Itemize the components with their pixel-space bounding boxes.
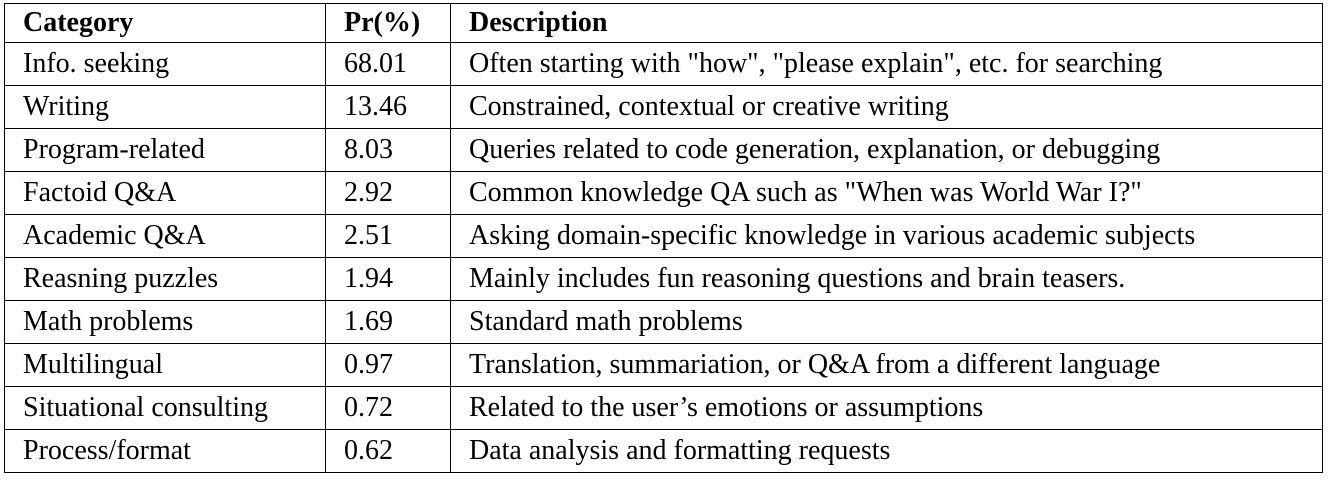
header-category: Category bbox=[5, 4, 326, 43]
cell-pr: 68.01 bbox=[326, 43, 451, 86]
cell-pr: 2.51 bbox=[326, 215, 451, 258]
cell-category: Math problems bbox=[5, 301, 326, 344]
cell-description: Common knowledge QA such as "When was World War I?" bbox=[451, 172, 1323, 215]
cell-description: Translation, summariation, or Q&A from a different language bbox=[451, 344, 1323, 387]
table-row bbox=[5, 43, 1323, 86]
cell-description: Data analysis and formatting requests bbox=[451, 430, 1323, 473]
cell-pr: 1.94 bbox=[326, 258, 451, 301]
table-row bbox=[5, 215, 1323, 258]
cell-pr: 13.46 bbox=[326, 86, 451, 129]
table-row bbox=[5, 301, 1323, 344]
table-row bbox=[5, 86, 1323, 129]
table-row bbox=[5, 129, 1323, 172]
cell-description: Mainly includes fun reasoning questions and brain teasers. bbox=[451, 258, 1323, 301]
header-row bbox=[5, 4, 1323, 43]
cell-category: Multilingual bbox=[5, 344, 326, 387]
cell-description: Related to the user’s emotions or assumptions bbox=[451, 387, 1323, 430]
table-row bbox=[5, 172, 1323, 215]
table-header bbox=[5, 4, 1323, 43]
cell-category: Writing bbox=[5, 86, 326, 129]
cell-pr: 2.92 bbox=[326, 172, 451, 215]
cell-pr: 8.03 bbox=[326, 129, 451, 172]
cell-description: Constrained, contextual or creative writing bbox=[451, 86, 1323, 129]
cell-pr: 1.69 bbox=[326, 301, 451, 344]
cell-category: Situational consulting bbox=[5, 387, 326, 430]
table-row bbox=[5, 387, 1323, 430]
cell-pr: 0.72 bbox=[326, 387, 451, 430]
category-table bbox=[4, 3, 1323, 473]
cell-pr: 0.97 bbox=[326, 344, 451, 387]
header-pr: Pr(%) bbox=[326, 4, 451, 43]
category-table-container bbox=[4, 3, 1323, 473]
table-body bbox=[5, 43, 1323, 473]
cell-category: Info. seeking bbox=[5, 43, 326, 86]
cell-category: Program-related bbox=[5, 129, 326, 172]
cell-category: Reasning puzzles bbox=[5, 258, 326, 301]
cell-description: Queries related to code generation, explanation, or debugging bbox=[451, 129, 1323, 172]
cell-category: Academic Q&A bbox=[5, 215, 326, 258]
cell-description: Asking domain-specific knowledge in various academic subjects bbox=[451, 215, 1323, 258]
cell-category: Process/format bbox=[5, 430, 326, 473]
cell-description: Standard math problems bbox=[451, 301, 1323, 344]
table-row bbox=[5, 258, 1323, 301]
table-row bbox=[5, 344, 1323, 387]
header-description: Description bbox=[451, 4, 1323, 43]
cell-category: Factoid Q&A bbox=[5, 172, 326, 215]
table-row bbox=[5, 430, 1323, 473]
cell-description: Often starting with "how", "please explain", etc. for searching bbox=[451, 43, 1323, 86]
cell-pr: 0.62 bbox=[326, 430, 451, 473]
